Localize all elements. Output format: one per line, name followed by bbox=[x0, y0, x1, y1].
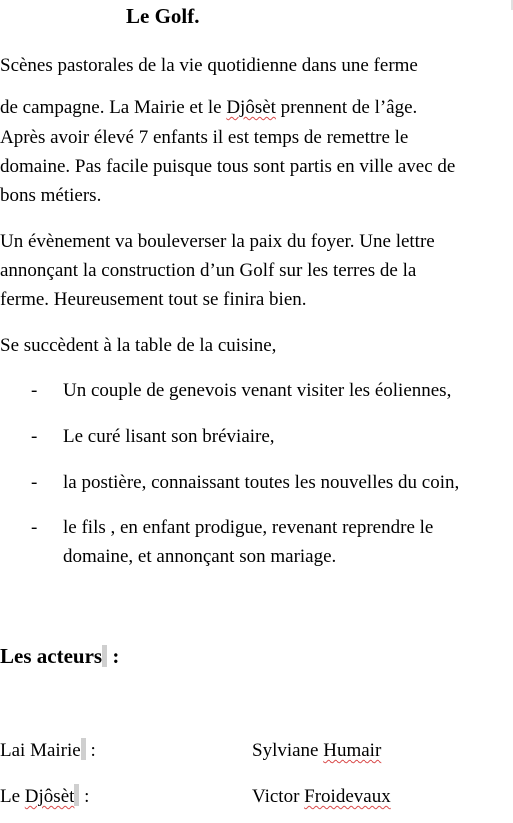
actor-row-2-role: Le Djôsèt : bbox=[0, 786, 90, 807]
intro-line-3: Après avoir élevé 7 enfants il est temps de remettre le bbox=[0, 127, 409, 148]
list-item-4-line-2: domaine, et annonçant son mariage. bbox=[63, 546, 337, 567]
intro-line-4: domaine. Pas facile puisque tous sont partis en ville avec de bbox=[0, 156, 456, 177]
actor-row-2-name: Victor Froidevaux bbox=[252, 786, 391, 807]
spell-flag-froidevaux: Froidevaux bbox=[304, 786, 391, 807]
list-item-4-line-1: le fils , en enfant prodigue, revenant reprendre le bbox=[63, 517, 434, 538]
bullet-dash: - bbox=[31, 472, 38, 493]
event-line-3: ferme. Heureusement tout se finira bien. bbox=[0, 289, 307, 310]
intro-line-1: Scènes pastorales de la vie quotidienne dans une ferme bbox=[0, 55, 418, 76]
spell-flag-humair: Humair bbox=[323, 740, 382, 761]
actor-row-1-name: Sylviane Humair bbox=[252, 740, 382, 761]
list-item-1: Un couple de genevois venant visiter les éoliennes, bbox=[63, 380, 452, 401]
bullet-dash: - bbox=[31, 517, 38, 538]
document-title: Le Golf. bbox=[126, 4, 200, 28]
actors-heading: Les acteurs : bbox=[0, 644, 120, 668]
list-item-2: Le curé lisant son bréviaire, bbox=[63, 426, 275, 447]
intro-line-5: bons métiers. bbox=[0, 185, 102, 206]
bullet-dash: - bbox=[31, 426, 38, 447]
event-line-2: annonçant la construction d’un Golf sur les terres de la bbox=[0, 260, 417, 281]
spell-flag-djoset: Djôsèt bbox=[226, 97, 276, 118]
actor-row-1-role: Lai Mairie : bbox=[0, 740, 96, 761]
event-line-1: Un évènement va bouleverser la paix du foyer. Une lettre bbox=[0, 231, 435, 252]
intro-line-2: de campagne. La Mairie et le Djôsèt prennent de l’âge. bbox=[0, 97, 418, 118]
list-item-3: la postière, connaissant toutes les nouvelles du coin, bbox=[63, 472, 460, 493]
bullet-dash: - bbox=[31, 380, 38, 401]
list-intro: Se succèdent à la table de la cuisine, bbox=[0, 335, 277, 356]
spell-flag-djoset: Djôsèt bbox=[24, 786, 75, 807]
